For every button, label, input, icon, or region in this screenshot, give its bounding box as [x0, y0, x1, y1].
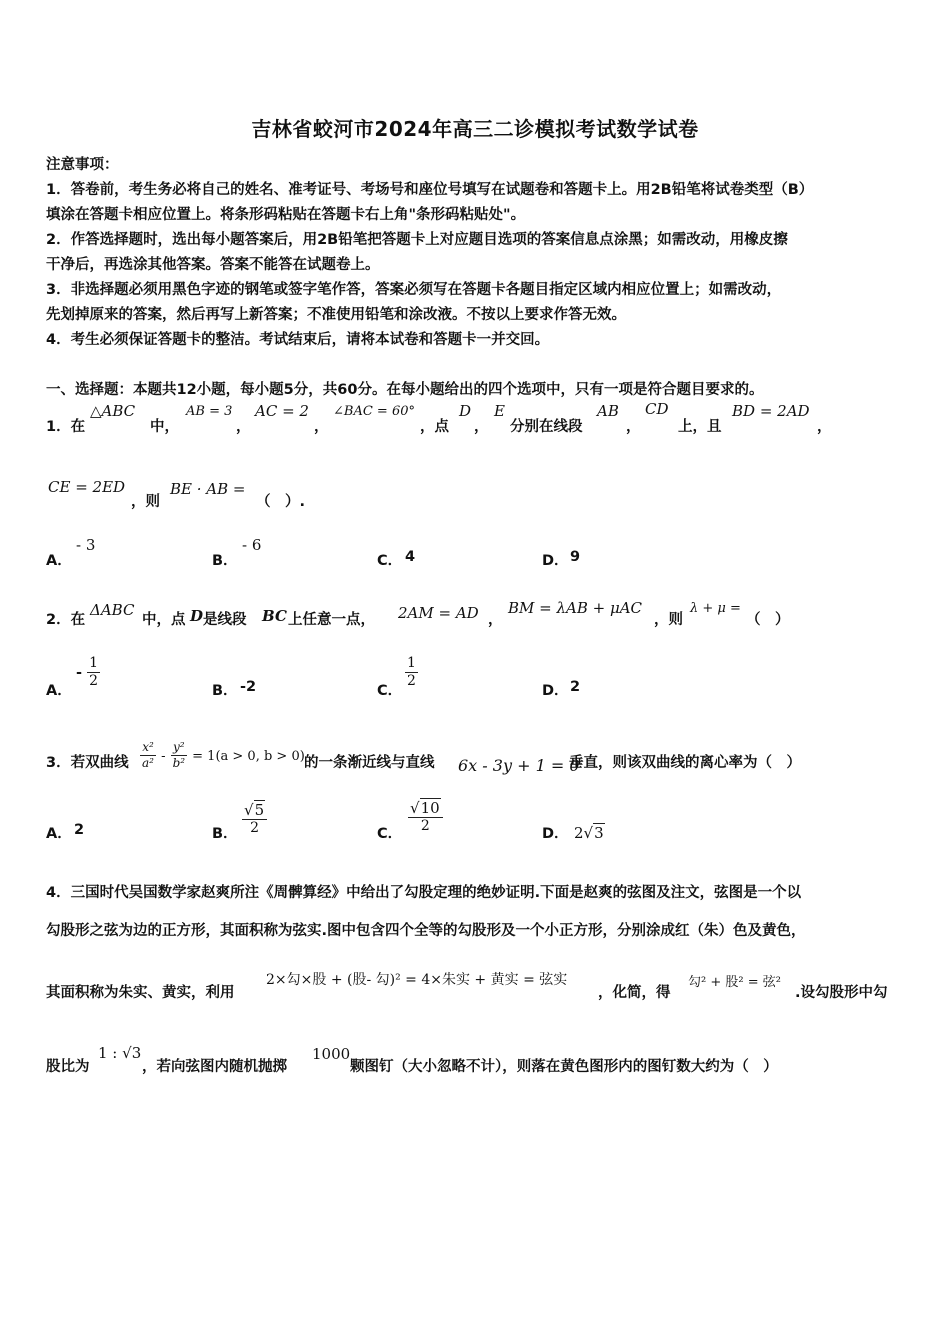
q1-comma: ， — [817, 419, 832, 435]
q1-ac: AC = 2 — [255, 402, 309, 420]
q1-text: 中， — [150, 419, 179, 435]
denominator: 2 — [407, 673, 416, 689]
q1-comma: ， — [626, 419, 641, 435]
q2-vector-decomp: BM = λAB + μAC — [508, 599, 643, 617]
notice-line: 3．非选择题必须用黑色字迹的钢笔或签字笔作答，答案必须写在答题卡各题目指定区域内相应位置上；如需改动， — [46, 282, 782, 298]
q1-bracket: （ ）. — [256, 494, 306, 510]
denominator: 2 — [250, 820, 260, 836]
numerator: 1 — [407, 655, 416, 671]
q3-option-d-value: 2√3 — [574, 824, 604, 842]
q1-triangle: △ABC — [90, 402, 136, 420]
q2-triangle: ΔABC — [90, 601, 135, 619]
numerator: x² — [142, 740, 154, 754]
q3-option-b-label: B． — [212, 826, 238, 842]
q3-option-b-value — [242, 802, 267, 837]
q2-text: 是线段 — [203, 612, 247, 628]
q4-pythagoras: 勾² + 股² = 弦² — [688, 975, 781, 990]
q2-option-a-label: A． — [46, 683, 72, 699]
q4-line: 勾股形之弦为边的正方形，其面积称为弦实.图中包含四个全等的勾股形及一个小正方形，分别涂成红（朱）色及黄色， — [46, 923, 806, 939]
q1-bd: BD = 2AD — [732, 402, 810, 420]
q2-text: 中，点 — [142, 612, 186, 628]
q2-option-c-value — [405, 655, 418, 690]
q1-ce: CE = 2ED — [48, 478, 126, 496]
q4-text: 颗图钉（大小忽略不计），则落在黄色图形内的图钉数大约为（ ） — [350, 1059, 778, 1075]
q3-option-c-value — [408, 800, 443, 835]
q2-option-b-label: B． — [212, 683, 238, 699]
q3-line-eq: 6x - 3y + 1 = 0 — [458, 756, 580, 775]
condition: = 1(a > 0, b > 0) — [192, 749, 305, 764]
notice-line: 干净后，再选涂其他答案。答案不能答在试题卷上。 — [46, 257, 380, 273]
q4-text: ，若向弦图内随机抛掷 — [142, 1059, 287, 1075]
q2-option-a-value — [76, 655, 100, 690]
q1-option-d-label: D． — [542, 553, 569, 569]
q4-line: 其面积称为朱实、黄实，利用 — [46, 985, 235, 1001]
q3-num: 3．若双曲线 — [46, 755, 129, 771]
q2-vector-eq: 2AM = AD — [398, 604, 479, 622]
q2-expr: λ + μ = — [690, 601, 741, 616]
q4-text: ，化简，得 — [598, 985, 671, 1001]
denominator: a² — [142, 756, 154, 770]
q1-text: 分别在线段 — [510, 419, 583, 435]
q2-text: 上任意一点， — [288, 612, 375, 628]
q2-option-c-fraction — [405, 655, 418, 690]
denominator: b² — [172, 756, 186, 770]
q4-equation: 2×勾×股 + (股- 勾)² = 4×朱实 + 黄实 = 弦实 — [266, 972, 568, 988]
q2-option-d-label: D． — [542, 683, 569, 699]
q1-d: D — [459, 402, 472, 420]
q4-text: 股比为 — [46, 1059, 90, 1075]
radicand: 10 — [420, 799, 440, 817]
notice-line: 4．考生必须保证答题卡的整洁。考试结束后，请将本试卷和答题卡一并交回。 — [46, 332, 550, 348]
radicand: 5 — [254, 801, 265, 819]
q1-option-a-label: A． — [46, 553, 72, 569]
q1-ab-seg: AB — [597, 402, 619, 420]
radicand: 3 — [594, 824, 604, 842]
y-fraction — [171, 740, 188, 771]
q2-bracket: （ ） — [746, 612, 790, 628]
page-title: 吉林省蛟河市2024年高三二诊模拟考试数学试卷 — [251, 117, 699, 141]
notice-line: 先划掉原来的答案，然后再写上新答案；不准使用铅笔和涂改液。不按以上要求作答无效。 — [46, 307, 626, 323]
q1-comma: ， — [236, 419, 251, 435]
q4-text: .设勾股形中勾 — [795, 985, 888, 1001]
q1-then: ，则 — [131, 494, 160, 510]
q1-option-b-label: B． — [212, 553, 238, 569]
q2-num: 2．在 — [46, 612, 86, 628]
q3-hyperbola — [140, 740, 305, 771]
numerator: √5 — [242, 802, 267, 820]
q1-option-a-value: - 3 — [76, 536, 96, 554]
q1-comma: ， — [314, 419, 329, 435]
x-fraction — [140, 740, 156, 771]
q2-option-b-value: -2 — [240, 679, 257, 695]
denominator: 2 — [89, 673, 99, 689]
q3-option-c-fraction — [408, 800, 443, 835]
section-heading: 一、选择题：本题共12小题，每小题5分，共60分。在每小题给出的四个选项中，只有一项是符合题目要求的。 — [46, 382, 764, 398]
q2-option-a-sign: - — [76, 665, 83, 681]
q1-angle: ∠BAC = 60° — [333, 404, 415, 419]
q1-comma: ， — [474, 419, 489, 435]
coefficient: 2 — [574, 824, 584, 842]
q3-option-a-label: A． — [46, 826, 72, 842]
minus-sign: - — [161, 749, 166, 764]
notice-line: 2．作答选择题时，选出每小题答案后，用2B铅笔把答题卡上对应题目选项的答案信息点涂黑；如需改动，用橡皮擦 — [46, 232, 788, 248]
notice-line: 1．答卷前，考生务必将自己的姓名、准考证号、考场号和座位号填写在试题卷和答题卡上。用2B铅笔将试卷类型（B） — [46, 182, 814, 198]
q1-option-c-label: C． — [377, 553, 403, 569]
q3-option-b-fraction — [242, 802, 267, 837]
q3-option-d-label: D． — [542, 826, 569, 842]
q1-ab: AB = 3 — [186, 404, 233, 419]
q3-text: 的一条渐近线与直线 — [304, 755, 435, 771]
q3-option-c-label: C． — [377, 826, 403, 842]
numerator: √10 — [408, 800, 443, 818]
q2-bc: BC — [262, 607, 287, 625]
q1-e: E — [494, 402, 505, 420]
q2-option-c-label: C． — [377, 683, 403, 699]
q1-dot-product: BE · AB = — [170, 480, 246, 498]
q4-line: 4．三国时代吴国数学家赵爽所注《周髀算经》中给出了勾股定理的绝妙证明.下面是赵爽的弦图及注文，弦图是一个以 — [46, 885, 802, 901]
notice-heading: 注意事项： — [46, 157, 119, 173]
q1-cd: CD — [645, 400, 669, 418]
q2-d: D — [190, 607, 204, 625]
q4-ratio: 1 : √3 — [98, 1044, 142, 1062]
q2-option-a-fraction — [87, 655, 100, 690]
q3-option-a-value: 2 — [74, 822, 85, 838]
numerator: y² — [173, 740, 185, 754]
denominator: 2 — [420, 818, 430, 834]
q3-text: 垂直，则该双曲线的离心率为（ ） — [569, 755, 801, 771]
q2-comma: ， — [488, 612, 503, 628]
numerator: 1 — [89, 655, 99, 671]
q1-text: 上，且 — [678, 419, 722, 435]
notice-line: 填涂在答题卡相应位置上。将条形码粘贴在答题卡右上角"条形码粘贴处"。 — [46, 207, 526, 223]
q1-option-b-value: - 6 — [242, 536, 262, 554]
q1-num: 1．在 — [46, 419, 86, 435]
q1-option-c-value: 4 — [405, 549, 416, 565]
q2-option-d-value: 2 — [570, 679, 581, 695]
q1-option-d-value: 9 — [570, 549, 581, 565]
q1-point: ，点 — [420, 419, 449, 435]
q2-text: ，则 — [654, 612, 683, 628]
q4-count: 1000 — [312, 1045, 351, 1063]
